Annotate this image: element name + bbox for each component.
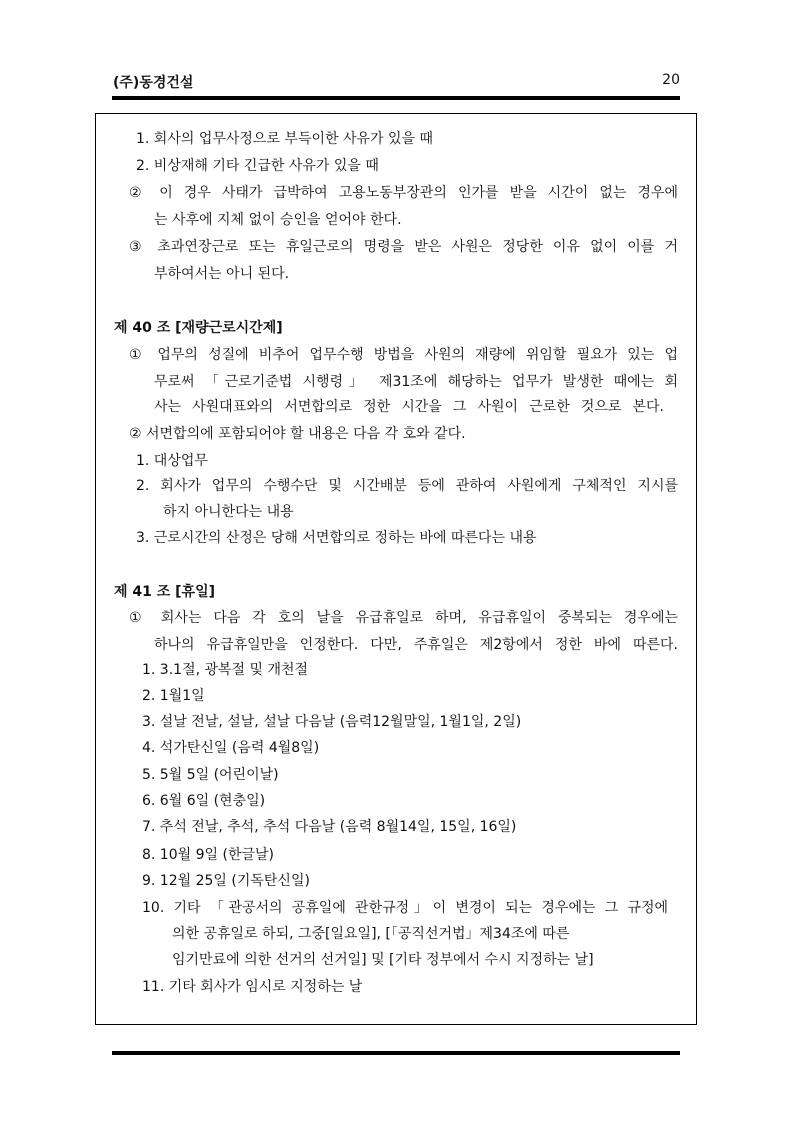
- list-item: 11. 기타 회사가 임시로 지정하는 날: [142, 979, 363, 995]
- list-item: 3. 근로시간의 산정은 당해 서면합의로 정하는 바에 따른다는 내용: [136, 530, 537, 546]
- list-item-continuation: 의한 공휴일로 하되, 그중[일요일], [「공직선거법」제34조에 따른: [172, 926, 570, 942]
- list-item-continuation: 임기만료에 의한 선거의 선거일] 및 [기타 정부에서 수시 지정하는 날]: [172, 952, 594, 968]
- paragraph-line: 부하여서는 아니 된다.: [154, 266, 290, 282]
- footer-rule: [112, 1051, 680, 1055]
- list-item-continuation: 하지 아니한다는 내용: [163, 504, 294, 520]
- list-item: 2. 1월1일: [142, 688, 205, 704]
- list-item: 1. 대상업무: [136, 453, 208, 469]
- list-item: 4. 석가탄신일 (음력 4월8일): [142, 740, 320, 756]
- paragraph-line: ② 이 경우 사태가 급박하여 고용노동부장관의 인가를 받을 시간이 없는 경우에: [129, 185, 678, 201]
- list-item: 6. 6월 6일 (현충일): [142, 793, 266, 809]
- paragraph-line: 는 사후에 지체 없이 승인을 얻어야 한다.: [154, 212, 402, 228]
- list-item: 9. 12월 25일 (기독탄신일): [142, 873, 310, 889]
- list-item: 1. 3.1절, 광복절 및 개천절: [142, 662, 309, 678]
- list-item: 2. 비상재해 기타 긴급한 사유가 있을 때: [136, 158, 379, 174]
- article-41-title: 제 41 조 [휴일]: [114, 584, 215, 600]
- list-item: 3. 설날 전날, 설날, 설날 다음날 (음력12월말일, 1월1일, 2일): [142, 714, 522, 730]
- list-item: 2. 회사가 업무의 수행수단 및 시간배분 등에 관하여 사원에게 구체적인 지시를: [136, 478, 678, 494]
- header-rule: [112, 96, 680, 100]
- list-item: 7. 추석 전날, 추석, 추석 다음날 (음력 8월14일, 15일, 16일): [142, 819, 517, 835]
- company-name: (주)동경건설: [113, 75, 194, 91]
- list-item: 8. 10월 9일 (한글날): [142, 847, 274, 863]
- list-item: 5. 5월 5일 (어린이날): [142, 767, 279, 783]
- paragraph-line: ③ 초과연장근로 또는 휴일근로의 명령을 받은 사원은 정당한 이유 없이 이를 거: [129, 239, 678, 255]
- paragraph-line: ① 업무의 성질에 비추어 업무수행 방법을 사원의 재량에 위임할 필요가 있는 업: [129, 347, 678, 363]
- list-item: 1. 회사의 업무사정으로 부득이한 사유가 있을 때: [136, 131, 434, 147]
- paragraph-line: 무로써 「근로기준법 시행령」 제31조에 해당하는 업무가 발생한 때에는 회: [154, 374, 678, 390]
- paragraph-line: ② 서면합의에 포함되어야 할 내용은 다음 각 호와 같다.: [129, 426, 466, 442]
- article-40-title: 제 40 조 [재량근로시간제]: [114, 320, 283, 336]
- paragraph-line: 하나의 유급휴일만을 인정한다. 다만, 주휴일은 제2항에서 정한 바에 따른다.: [154, 637, 678, 653]
- paragraph-line: ① 회사는 다음 각 호의 날을 유급휴일로 하며, 유급휴일이 중복되는 경우에는: [129, 610, 678, 626]
- list-item: 10. 기타 「관공서의 공휴일에 관한규정」이 변경이 되는 경우에는 그 규정에: [142, 900, 668, 916]
- paragraph-line: 사는 사원대표와의 서면합의로 정한 시간을 그 사원이 근로한 것으로 본다.: [154, 399, 664, 415]
- page-number: 20: [662, 72, 680, 88]
